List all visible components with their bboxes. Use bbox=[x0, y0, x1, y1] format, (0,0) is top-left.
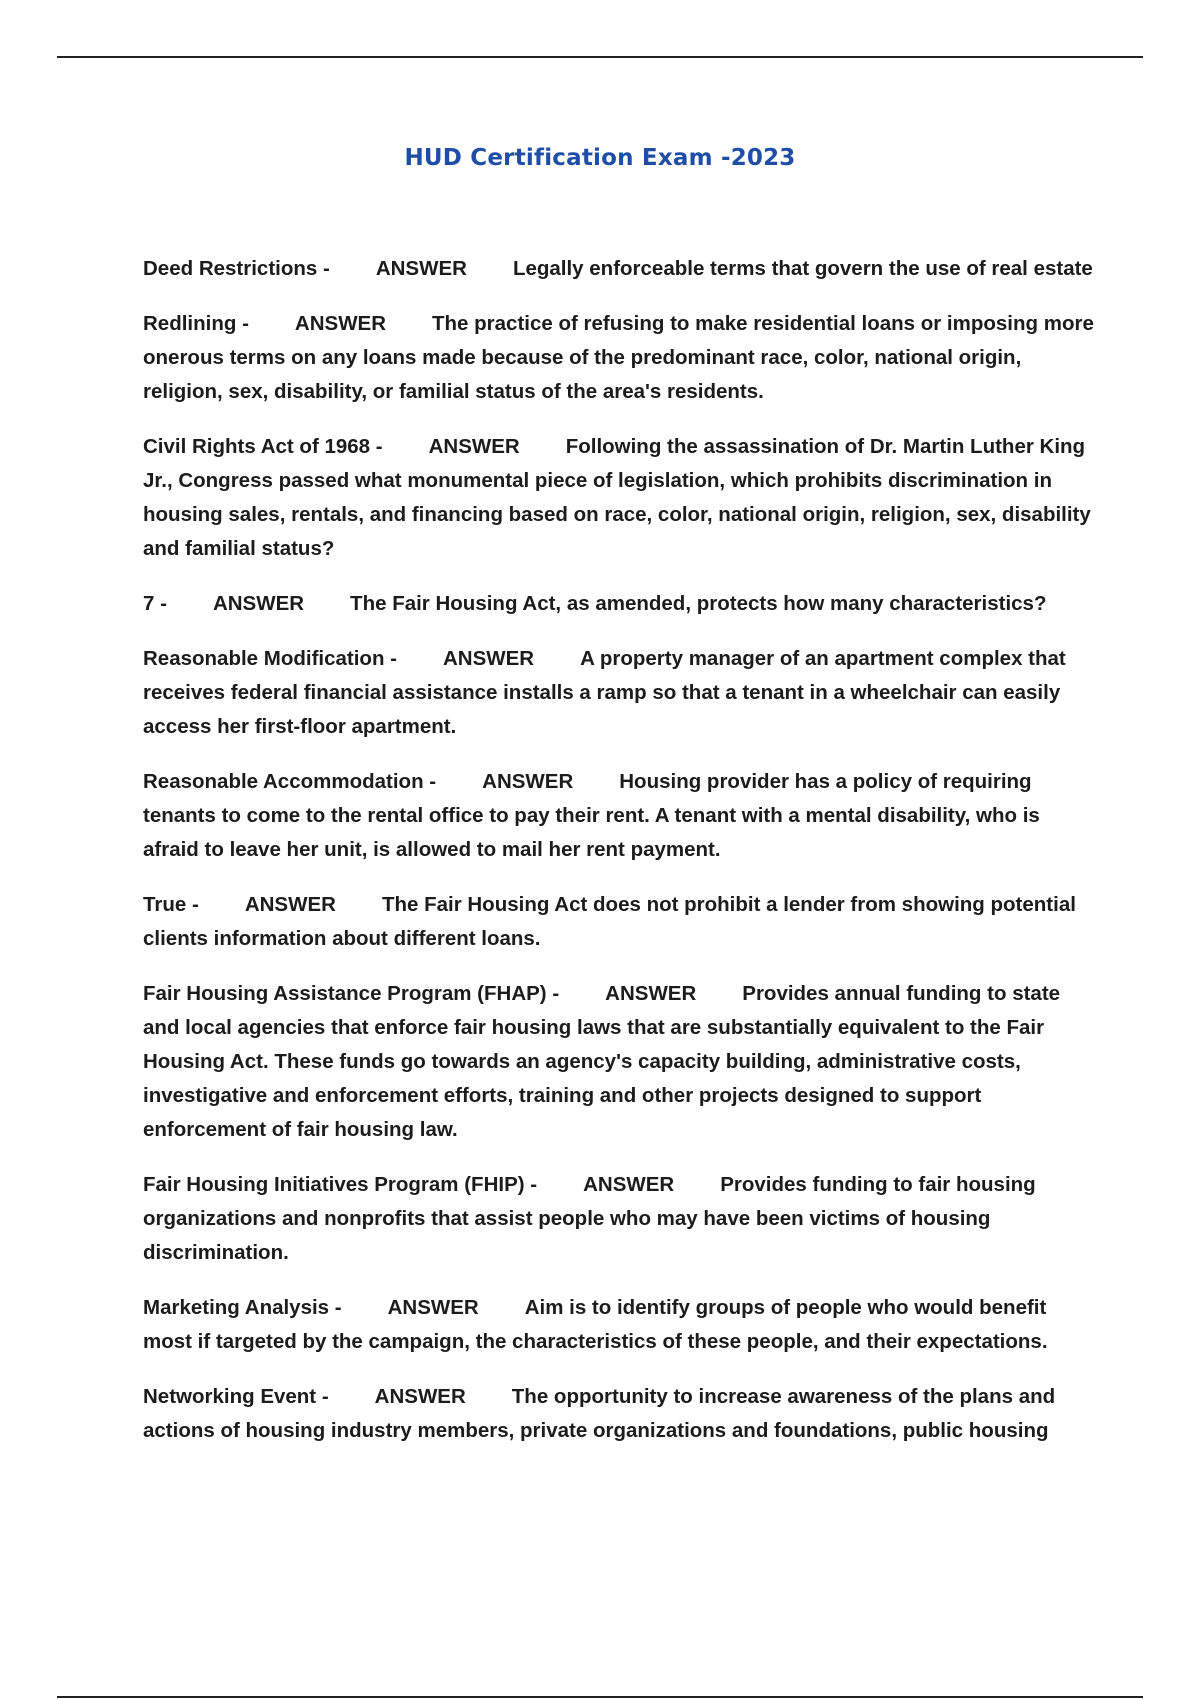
entry-term: True - bbox=[143, 893, 199, 916]
flashcard-list bbox=[143, 252, 1099, 1469]
answer-label: ANSWER bbox=[244, 893, 336, 916]
entry-term: Reasonable Modification - bbox=[143, 647, 397, 670]
list-item bbox=[143, 430, 1099, 566]
entry-term: Fair Housing Initiatives Program (FHIP) - bbox=[143, 1173, 538, 1196]
entry-definition: Following the assassination of Dr. Martin Luther King Jr., Congress passed what monumental piece of legislation, which prohibits discrimination in housing sales, rentals, and financing based on race, color, national origin, religion, sex, disability and familial status? bbox=[143, 435, 1091, 560]
answer-label: ANSWER bbox=[605, 982, 697, 1005]
bottom-rule bbox=[57, 1696, 1143, 1698]
entry-term: Civil Rights Act of 1968 - bbox=[143, 435, 383, 458]
list-item bbox=[143, 765, 1099, 867]
entry-term: Reasonable Accommodation - bbox=[143, 770, 437, 793]
list-item bbox=[143, 252, 1099, 286]
answer-label: ANSWER bbox=[212, 592, 305, 615]
list-item bbox=[143, 642, 1099, 744]
list-item bbox=[143, 307, 1099, 409]
answer-label: ANSWER bbox=[482, 770, 574, 793]
top-rule bbox=[57, 56, 1143, 58]
entry-term: Networking Event - bbox=[143, 1385, 329, 1408]
answer-label: ANSWER bbox=[443, 647, 535, 670]
entry-term: Deed Restrictions - bbox=[143, 257, 330, 280]
list-item bbox=[143, 1291, 1099, 1359]
answer-label: ANSWER bbox=[583, 1173, 675, 1196]
entry-definition: A property manager of an apartment complex that receives federal financial assistance installs a ramp so that a tenant in a wheelchair can easily access her first-floor apartment. bbox=[143, 647, 1066, 738]
answer-label: ANSWER bbox=[428, 435, 520, 458]
entry-definition: Housing provider has a policy of requiring tenants to come to the rental office to pay their rent. A tenant with a mental disability, who is afraid to leave her unit, is allowed to mail her rent payment. bbox=[143, 770, 1040, 861]
entry-definition: Aim is to identify groups of people who would benefit most if targeted by the campaign, the characteristics of these people, and their expectations. bbox=[143, 1296, 1048, 1353]
answer-label: ANSWER bbox=[375, 257, 467, 280]
entry-definition: The Fair Housing Act, as amended, protects how many characteristics? bbox=[350, 592, 1047, 615]
list-item bbox=[143, 587, 1099, 621]
entry-definition: The opportunity to increase awareness of the plans and actions of housing industry members, private organizations and foundations, public housing bbox=[143, 1385, 1056, 1442]
list-item bbox=[143, 888, 1099, 956]
answer-label: ANSWER bbox=[374, 1385, 466, 1408]
entry-term: 7 - bbox=[143, 592, 167, 615]
list-item bbox=[143, 977, 1099, 1147]
entry-term: Redlining - bbox=[143, 312, 249, 335]
answer-label: ANSWER bbox=[294, 312, 387, 335]
answer-label: ANSWER bbox=[387, 1296, 479, 1319]
entry-definition: The Fair Housing Act does not prohibit a lender from showing potential clients information about different loans. bbox=[143, 893, 1076, 950]
list-item bbox=[143, 1168, 1099, 1270]
entry-term: Marketing Analysis - bbox=[143, 1296, 342, 1319]
entry-definition: Provides annual funding to state and local agencies that enforce fair housing laws that are substantially equivalent to the Fair Housing Act. These funds go towards an agency's capacity building, administrative costs, investigative and enforcement efforts, training and other projects designed to support enforcement of fair housing law. bbox=[143, 982, 1061, 1141]
entry-definition: Provides funding to fair housing organizations and nonprofits that assist people who may have been victims of housing discrimination. bbox=[143, 1173, 1036, 1264]
entry-definition: Legally enforceable terms that govern the use of real estate bbox=[512, 257, 1093, 280]
entry-definition: The practice of refusing to make residential loans or imposing more onerous terms on any loans made because of the predominant race, color, national origin, religion, sex, disability, or familial status of the area's residents. bbox=[143, 312, 1094, 403]
page-title: HUD Certification Exam -2023 bbox=[404, 145, 796, 171]
entry-term: Fair Housing Assistance Program (FHAP) - bbox=[143, 982, 560, 1005]
list-item bbox=[143, 1380, 1099, 1448]
